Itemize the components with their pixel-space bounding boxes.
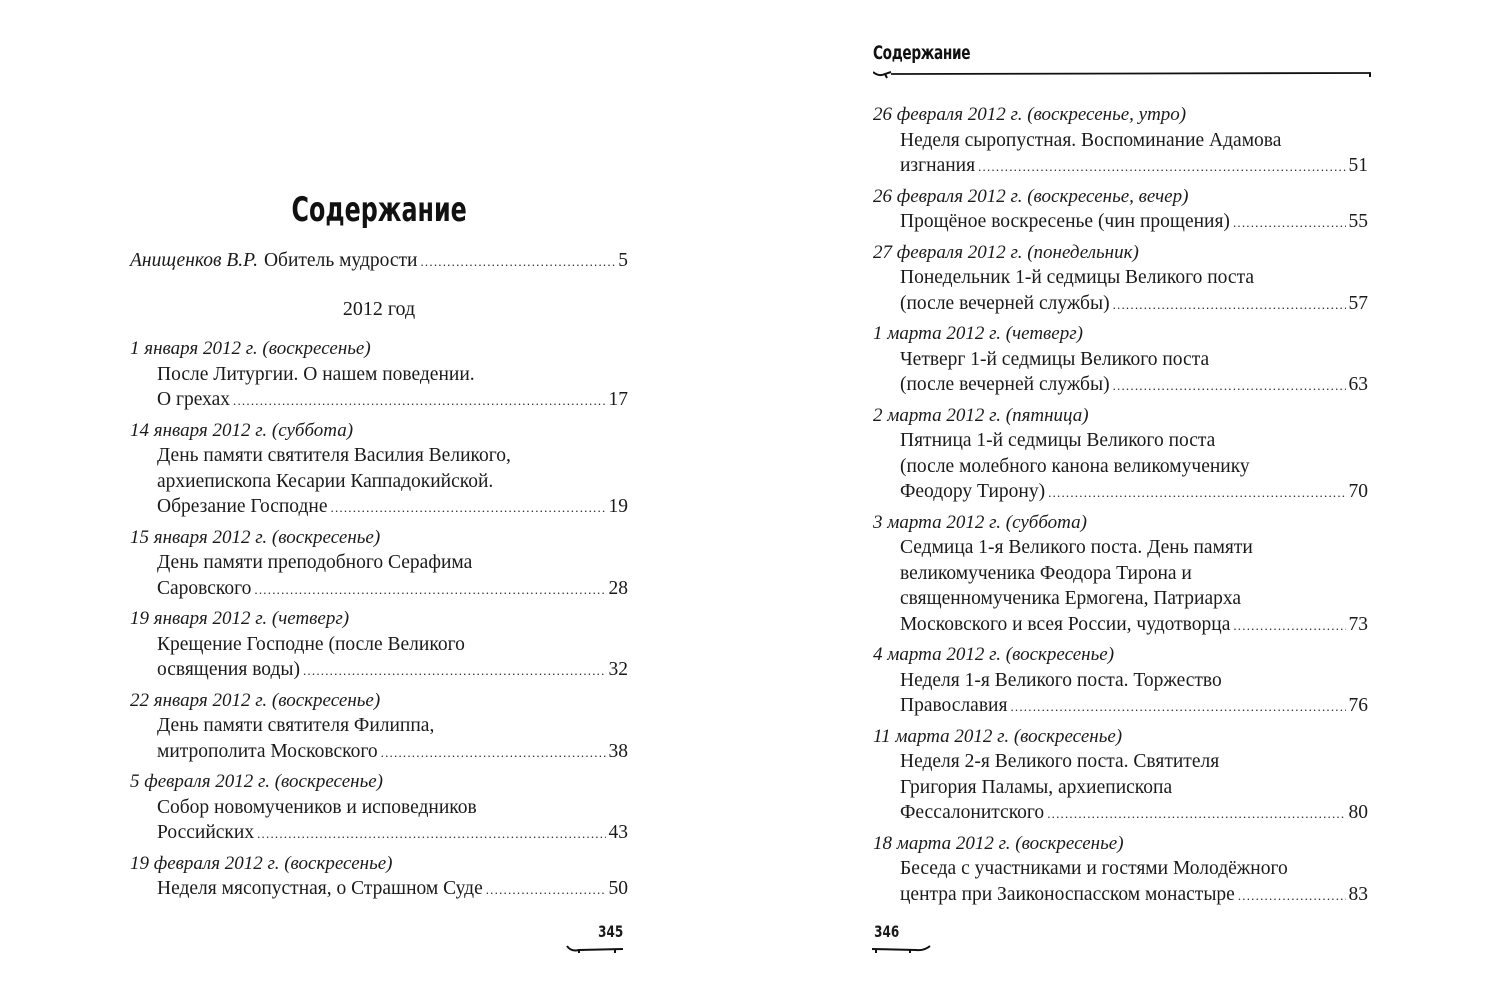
entry-date: 3 марта 2012 г. (суббота) xyxy=(873,511,1087,533)
entry-last-line xyxy=(900,479,1368,506)
right-entries xyxy=(873,102,1368,908)
dot-leader xyxy=(254,577,605,603)
entry-title-line: Российских xyxy=(157,822,255,843)
entry-page-number: 70 xyxy=(1348,481,1368,502)
entry-page-number: 43 xyxy=(608,822,628,843)
entry-title-line: Московского и всея России, чудотворца xyxy=(900,613,1231,635)
entry-title xyxy=(873,428,1368,506)
entry-last-line xyxy=(157,494,628,521)
year-heading: 2012 год xyxy=(342,298,416,320)
entry-title-line: О грехах xyxy=(157,389,231,410)
entry-title-line: Саровского xyxy=(157,577,252,599)
entry-page-number: 73 xyxy=(1348,613,1368,635)
dot-leader xyxy=(1233,210,1346,236)
toc-entry[interactable] xyxy=(130,769,628,847)
entry-title xyxy=(873,856,1368,908)
entry-title-line: Неделя сыропустная. Воспоминание Адамова xyxy=(900,129,1282,151)
running-head-rule xyxy=(873,68,1373,80)
entry-title xyxy=(130,632,628,684)
entry-title-line: Обрезание Господне xyxy=(157,496,328,517)
entry-title-line: Беседа с участниками и гостями Молодёжного xyxy=(900,858,1288,879)
entry-title xyxy=(130,713,628,765)
entry-date: 26 февраля 2012 г. (воскресенье, утро) xyxy=(873,104,1187,125)
entry-title-line: митрополита Московского xyxy=(157,740,378,762)
entry-last-line xyxy=(900,882,1368,909)
toc-entry[interactable] xyxy=(130,606,628,684)
toc-intro-entry[interactable] xyxy=(130,248,628,274)
entry-title-line: Четверг 1-й седмицы Великого поста xyxy=(900,348,1210,370)
dot-leader xyxy=(257,821,605,847)
folio-ornament-icon xyxy=(870,943,932,955)
entry-page-number: 83 xyxy=(1348,883,1368,905)
entry-page-number: 50 xyxy=(608,878,628,899)
entry-page-number: 28 xyxy=(608,577,628,599)
entry-page-number: 76 xyxy=(1348,695,1368,716)
dot-leader xyxy=(1047,801,1345,827)
entry-page-number: 32 xyxy=(608,659,628,680)
dot-leader xyxy=(1238,883,1346,909)
entry-title-line: (после вечерней службы) xyxy=(900,374,1110,395)
entry-date: 4 марта 2012 г. (воскресенье) xyxy=(873,644,1115,665)
entry-title xyxy=(873,535,1368,638)
entry-title-line: центра при Заиконоспасском монастыре xyxy=(900,883,1235,905)
toc-list-left xyxy=(130,248,628,907)
entry-last-line xyxy=(157,820,628,847)
entry-title xyxy=(873,668,1368,720)
left-entries xyxy=(130,336,628,903)
entry-title xyxy=(130,362,628,414)
entry-date: 14 января 2012 г. (суббота) xyxy=(130,419,354,441)
entry-date: 18 марта 2012 г. (воскресенье) xyxy=(873,832,1124,854)
entry-title-line: (после молебного канона великомученику xyxy=(900,455,1250,477)
entry-last-line xyxy=(900,612,1368,639)
entry-title xyxy=(130,795,628,847)
dot-leader xyxy=(1113,373,1346,399)
entry-date: 26 февраля 2012 г. (воскресенье, вечер) xyxy=(873,185,1189,207)
toc-entry[interactable] xyxy=(873,642,1368,720)
running-head-title: Содержание xyxy=(873,42,971,64)
toc-entry[interactable] xyxy=(130,851,628,903)
dot-leader xyxy=(486,877,606,903)
toc-entry[interactable] xyxy=(873,321,1368,399)
entry-page-number: 80 xyxy=(1348,802,1368,823)
toc-entry[interactable] xyxy=(873,724,1368,827)
dot-leader xyxy=(303,658,606,684)
page-number-footer: 345 xyxy=(565,922,627,955)
toc-entry[interactable] xyxy=(873,240,1368,318)
toc-entry[interactable] xyxy=(130,336,628,414)
toc-entry[interactable] xyxy=(130,525,628,603)
toc-entry[interactable] xyxy=(873,184,1368,236)
dot-leader xyxy=(1048,480,1345,506)
intro-page-number: 5 xyxy=(618,250,628,271)
entry-title-line: Понедельник 1-й седмицы Великого поста xyxy=(900,267,1254,288)
entry-date: 1 января 2012 г. (воскресенье) xyxy=(130,338,371,359)
dot-leader xyxy=(1233,613,1345,639)
entry-title-line: (после вечерней службы) xyxy=(900,292,1110,314)
page-number-footer: 346 xyxy=(870,922,932,955)
toc-entry[interactable] xyxy=(130,418,628,521)
entry-title-line: освящения воды) xyxy=(157,659,300,680)
entry-date: 2 марта 2012 г. (пятница) xyxy=(873,404,1089,426)
entry-title-line: великомученика Феодора Тирона и xyxy=(900,562,1192,584)
toc-list-right xyxy=(873,102,1368,912)
entry-title xyxy=(873,347,1368,399)
dot-leader xyxy=(381,740,606,766)
entry-last-line xyxy=(157,876,628,903)
entry-title-line: Фессалонитского xyxy=(900,802,1045,823)
intro-author: Анищенков В.Р. xyxy=(130,250,258,271)
entry-page-number: 19 xyxy=(608,496,628,517)
entry-page-number: 55 xyxy=(1348,211,1368,232)
dot-leader xyxy=(420,249,615,274)
entry-page-number: 17 xyxy=(608,389,628,410)
toc-entry[interactable] xyxy=(873,403,1368,506)
entry-last-line xyxy=(157,739,628,766)
entry-title-line: Григория Паламы, архиепископа xyxy=(900,776,1173,798)
dot-leader xyxy=(1010,694,1345,720)
entry-title xyxy=(873,749,1368,827)
entry-title-line: Собор новомучеников и исповедников xyxy=(157,796,477,818)
entry-title xyxy=(873,128,1368,180)
entry-last-line xyxy=(157,576,628,603)
entry-title-line: День памяти святителя Филиппа, xyxy=(157,715,435,736)
entry-last-line xyxy=(157,657,628,684)
right-page xyxy=(750,0,1500,1000)
entry-page-number: 57 xyxy=(1348,292,1368,314)
dot-leader xyxy=(331,495,606,521)
entry-title-line: священномученика Ермогена, Патриарха xyxy=(900,588,1242,609)
running-head xyxy=(873,42,1373,80)
entry-title xyxy=(130,443,628,521)
entry-last-line xyxy=(900,800,1368,827)
entry-page-number: 63 xyxy=(1348,374,1368,395)
entry-title xyxy=(873,209,1368,236)
entry-page-number: 51 xyxy=(1348,155,1368,176)
toc-entry[interactable] xyxy=(873,510,1368,639)
folio-ornament-icon xyxy=(565,943,627,955)
entry-title-line: изгнания xyxy=(900,155,976,176)
intro-title: Обитель мудрости xyxy=(263,250,418,271)
entry-title-line: Феодору Тирону) xyxy=(900,481,1046,502)
entry-title xyxy=(873,265,1368,317)
dot-leader xyxy=(978,154,1345,180)
entry-title-line: Неделя мясопустная, о Страшном Суде xyxy=(157,878,483,899)
entry-date: 19 января 2012 г. (четверг) xyxy=(130,608,350,629)
entry-date: 22 января 2012 г. (воскресенье) xyxy=(130,689,381,711)
entry-last-line xyxy=(157,387,628,414)
ornament-rule-icon xyxy=(873,68,1373,80)
entry-title xyxy=(130,876,628,903)
entry-last-line xyxy=(900,291,1368,318)
entry-last-line xyxy=(900,153,1368,180)
entry-title-line: Прощёное воскресенье (чин прощения) xyxy=(900,211,1230,232)
entry-title-line: Неделя 1-я Великого поста. Торжество xyxy=(900,669,1222,691)
entry-title-line: День памяти святителя Василия Великого, xyxy=(157,445,511,466)
entry-title-line: После Литургии. О нашем поведении. xyxy=(157,363,475,385)
entry-last-line xyxy=(900,372,1368,399)
entry-title-line: Православия xyxy=(900,695,1008,716)
entry-last-line xyxy=(900,693,1368,720)
entry-date: 15 января 2012 г. (воскресенье) xyxy=(130,526,381,548)
entry-date: 5 февраля 2012 г. (воскресенье) xyxy=(130,771,383,792)
entry-title xyxy=(130,550,628,602)
entry-title-line: День памяти преподобного Серафима xyxy=(157,552,473,573)
entry-date: 11 марта 2012 г. (воскресенье) xyxy=(873,725,1123,747)
entry-title-line: Седмица 1-я Великого поста. День памяти xyxy=(900,537,1253,558)
entry-title-line: архиепископа Кесарии Каппадокийской. xyxy=(157,470,494,492)
entry-date: 1 марта 2012 г. (четверг) xyxy=(873,323,1083,344)
entry-date: 27 февраля 2012 г. (понедельник) xyxy=(873,241,1139,263)
dot-leader xyxy=(1113,292,1346,318)
toc-entry[interactable] xyxy=(873,102,1368,180)
entry-title-line: Неделя 2-я Великого поста. Святителя xyxy=(900,751,1220,772)
entry-title-line: Крещение Господне (после Великого xyxy=(157,633,465,655)
entry-title-line: Пятница 1-й седмицы Великого поста xyxy=(900,430,1216,451)
entry-last-line xyxy=(900,209,1368,236)
toc-entry[interactable] xyxy=(873,831,1368,909)
dot-leader xyxy=(233,388,605,414)
entry-page-number: 38 xyxy=(608,740,628,762)
entry-date: 19 февраля 2012 г. (воскресенье) xyxy=(130,852,393,874)
toc-entry[interactable] xyxy=(130,688,628,766)
toc-title: Содержание xyxy=(291,190,467,230)
